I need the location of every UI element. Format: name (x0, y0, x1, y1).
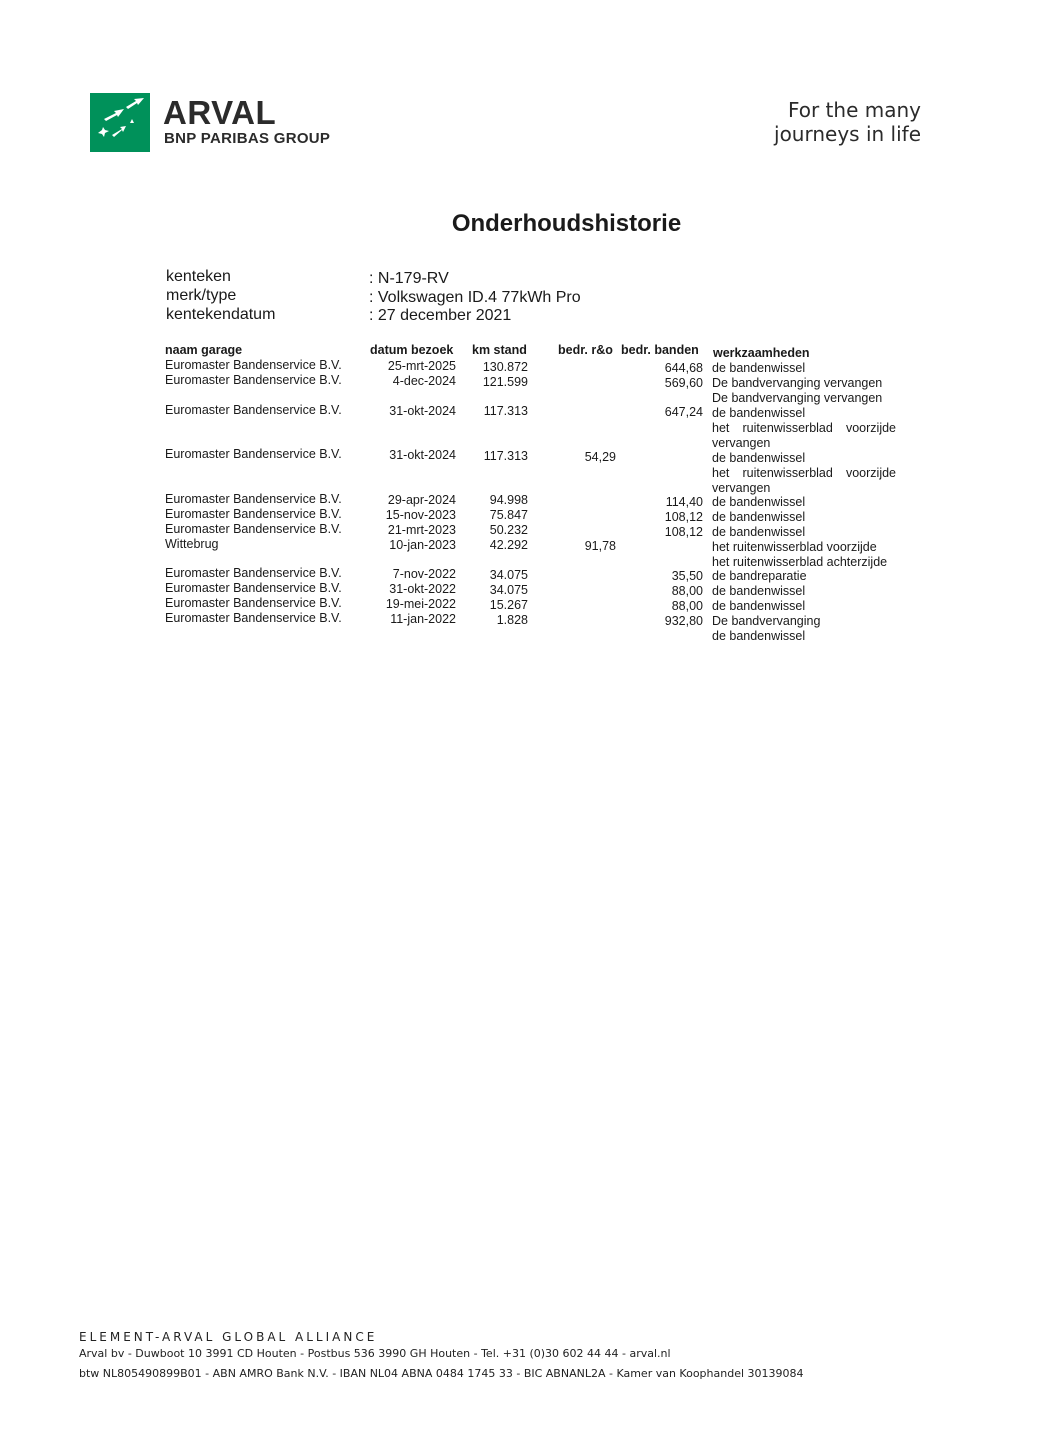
row-km: 75.847 (489, 508, 528, 522)
row-garage: Euromaster Bandenservice B.V. (165, 596, 342, 610)
row-ro: 91,78 (584, 539, 616, 553)
header-bedr-banden: bedr. banden (621, 343, 699, 357)
row-garage: Euromaster Bandenservice B.V. (165, 566, 342, 580)
row-werk: het ruitenwisserblad voorzijde (712, 421, 896, 435)
row-werk: de bandenwissel (712, 510, 806, 524)
row-banden: 35,50 (671, 569, 703, 583)
row-werk: het ruitenwisserblad achterzijde (712, 555, 888, 569)
row-km: 34.075 (489, 568, 528, 582)
kenteken-value: : N-179-RV (369, 270, 449, 287)
row-werk: de bandreparatie (712, 569, 807, 583)
row-date: 31-okt-2024 (389, 404, 456, 418)
row-banden: 644,68 (664, 361, 703, 375)
header-naam-garage: naam garage (165, 343, 243, 357)
kentekendatum-value: : 27 december 2021 (369, 307, 512, 324)
row-km: 130.872 (482, 360, 528, 374)
row-werk: de bandenwissel (712, 451, 806, 465)
row-werk: vervangen (712, 436, 771, 450)
row-date: 31-okt-2022 (389, 582, 456, 596)
row-werk: de bandenwissel (712, 629, 806, 643)
row-werk: De bandvervanging vervangen (712, 391, 883, 405)
row-date: 15-nov-2023 (385, 508, 456, 522)
row-werk: De bandvervanging (712, 614, 821, 628)
kentekendatum-label: kentekendatum (166, 306, 276, 323)
row-banden: 569,60 (664, 376, 703, 390)
row-date: 7-nov-2022 (392, 567, 456, 581)
footer-registration: btw NL805490899B01 - ABN AMRO Bank N.V. - IBAN NL04 ABNA 0484 1745 33 - BIC ABNANL2A - Kamer van Koophandel 30139084 (79, 1367, 804, 1380)
row-garage: Euromaster Bandenservice B.V. (165, 403, 342, 417)
row-date: 11-jan-2022 (390, 612, 456, 626)
row-banden: 108,12 (664, 525, 703, 539)
tagline-line-1: For the many (787, 98, 921, 122)
footer-address: Arval bv - Duwboot 10 3991 CD Houten - Postbus 536 3990 GH Houten - Tel. +31 (0)30 602 44 44 - arval.nl (79, 1347, 671, 1360)
page-title: Onderhoudshistorie (451, 210, 682, 237)
row-werk: de bandenwissel (712, 525, 806, 539)
row-werk: de bandenwissel (712, 361, 806, 375)
row-km: 117.313 (483, 404, 528, 418)
row-date: 25-mrt-2025 (387, 359, 456, 373)
row-banden: 88,00 (671, 599, 703, 613)
row-km: 50.232 (489, 523, 528, 537)
row-km: 15.267 (489, 598, 528, 612)
header-datum-bezoek: datum bezoek (370, 343, 454, 357)
brand-name: ARVAL (163, 94, 277, 131)
row-date: 10-jan-2023 (389, 538, 456, 552)
row-date: 19-mei-2022 (385, 597, 456, 611)
row-km: 1.828 (496, 613, 528, 627)
header-km-stand: km stand (472, 343, 527, 357)
row-garage: Euromaster Bandenservice B.V. (165, 358, 342, 372)
row-banden: 114,40 (665, 495, 703, 509)
brand-group: BNP PARIBAS GROUP (164, 130, 331, 147)
row-garage: Euromaster Bandenservice B.V. (165, 522, 342, 536)
row-date: 29-apr-2024 (387, 493, 456, 507)
row-werk: het ruitenwisserblad voorzijde (712, 540, 877, 554)
row-km: 117.313 (483, 449, 528, 463)
row-garage: Euromaster Bandenservice B.V. (165, 581, 342, 595)
row-garage: Euromaster Bandenservice B.V. (165, 507, 342, 521)
header-bedr-ro: bedr. r&o (558, 343, 613, 357)
row-banden: 932,80 (664, 614, 703, 628)
tagline (774, 98, 921, 146)
row-werk: de bandenwissel (712, 406, 806, 420)
row-werk: vervangen (712, 481, 771, 495)
footer-alliance: ELEMENT-ARVAL GLOBAL ALLIANCE (79, 1330, 378, 1344)
row-werk: de bandenwissel (712, 495, 806, 509)
row-werk: De bandvervanging vervangen (712, 376, 883, 390)
kenteken-label: kenteken (166, 268, 231, 285)
row-km: 94.998 (489, 493, 528, 507)
row-banden: 647,24 (664, 405, 703, 419)
row-garage: Euromaster Bandenservice B.V. (165, 611, 342, 625)
row-banden: 108,12 (664, 510, 703, 524)
tagline-line-2: journeys in life (774, 122, 921, 146)
row-date: 4-dec-2024 (392, 374, 456, 388)
row-banden: 88,00 (671, 584, 703, 598)
row-garage: Euromaster Bandenservice B.V. (165, 492, 342, 506)
row-werk: het ruitenwisserblad voorzijde (712, 466, 896, 480)
row-km: 42.292 (489, 538, 528, 552)
row-garage: Wittebrug (165, 537, 219, 551)
row-date: 21-mrt-2023 (387, 523, 456, 537)
arval-logo-icon (90, 93, 150, 152)
merk-type-value: : Volkswagen ID.4 77kWh Pro (369, 289, 581, 306)
merk-type-label: merk/type (166, 287, 237, 304)
header-werkzaamheden: werkzaamheden (713, 346, 810, 360)
row-ro: 54,29 (584, 450, 616, 464)
row-garage: Euromaster Bandenservice B.V. (165, 373, 342, 387)
row-werk: de bandenwissel (712, 584, 806, 598)
row-km: 121.599 (482, 375, 528, 389)
row-garage: Euromaster Bandenservice B.V. (165, 447, 342, 461)
row-date: 31-okt-2024 (389, 448, 456, 462)
row-werk: de bandenwissel (712, 599, 806, 613)
row-km: 34.075 (489, 583, 528, 597)
